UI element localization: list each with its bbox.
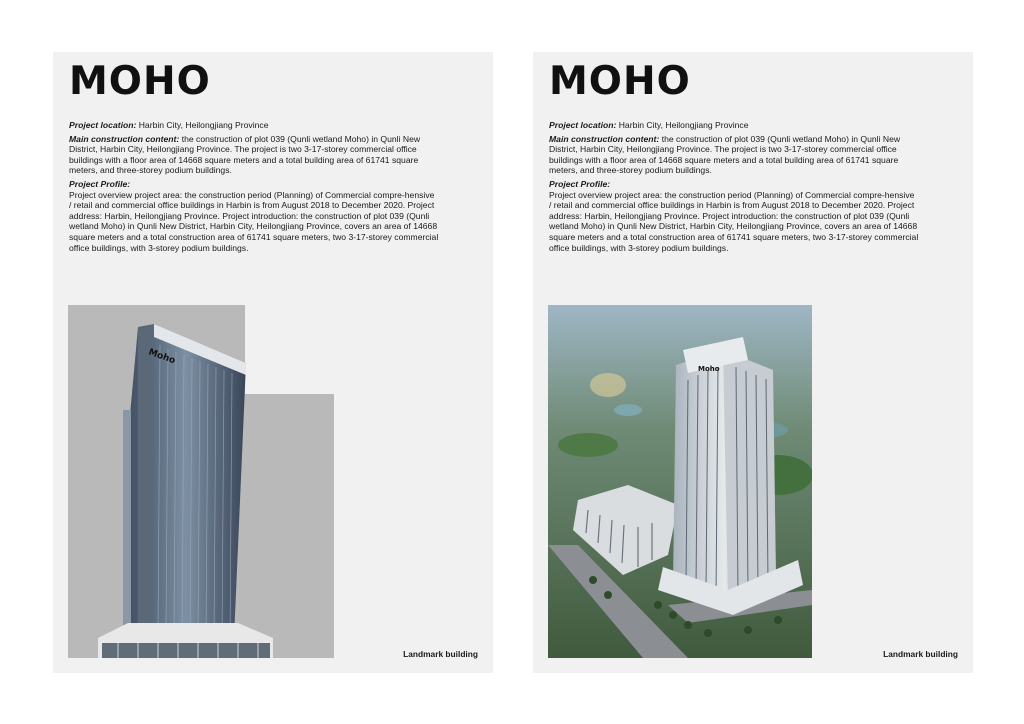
project-location <box>549 120 919 131</box>
construction-content <box>549 134 919 176</box>
content-label: Main construction content: <box>549 133 660 144</box>
project-location <box>69 120 439 131</box>
content-value: the construction of plot 039 (Qunli wetland Moho) in Qunli New District, Harbin City, Heilongjiang Province. The project is two 3-17-storey commercial office buildings with a floor area of 14668 square meters and a total building area of 61741 square meters, and three-storey podium buildings. <box>549 133 901 176</box>
building-aerial-render <box>548 305 812 658</box>
content-label: Main construction content: <box>69 133 180 144</box>
construction-content <box>69 134 439 176</box>
building-sign: Moho <box>698 365 720 373</box>
content-value: the construction of plot 039 (Qunli wetland Moho) in Qunli New District, Harbin City, Heilongjiang Province. The project is two 3-17-storey commercial office buildings with a floor area of 14668 square meters and a total building area of 61741 square meters, and three-storey podium buildings. <box>69 133 421 176</box>
project-description <box>69 120 439 256</box>
right-page <box>533 52 973 673</box>
building-elevation-render <box>68 305 334 658</box>
building-sign: Moho <box>146 347 177 367</box>
moho-logo: MOHO <box>69 59 211 104</box>
profile-value: Project overview project area: the construction period (Planning) of Commercial compre-hensive / retail and commercial office buildings in Harbin is from August 2018 to December 2020. Project address: Harbin, Heilongjiang Province. Project introduction: the construction of plot 039 (Qunli wetland Moho) in Qunli New District, Harbin City, Heilongjiang Province, covers an area of 14668 square meters and a total construction area of 61741 square meters, two 3-17-storey commercial office buildings, with 3-storey podium buildings. <box>69 189 439 253</box>
project-profile <box>549 179 919 253</box>
location-label: Project location: <box>549 120 617 130</box>
location-value: Harbin City, Heilongjiang Province <box>138 120 269 130</box>
location-label: Project location: <box>69 120 137 130</box>
moho-logo: MOHO <box>549 59 691 104</box>
landmark-caption: Landmark building <box>403 649 478 659</box>
project-description <box>549 120 919 256</box>
profile-label: Project Profile: <box>69 178 131 189</box>
profile-label: Project Profile: <box>549 178 611 189</box>
location-value: Harbin City, Heilongjiang Province <box>618 120 749 130</box>
profile-value: Project overview project area: the construction period (Planning) of Commercial compre-hensive / retail and commercial office buildings in Harbin is from August 2018 to December 2020. Project address: Harbin, Heilongjiang Province. Project introduction: the construction of plot 039 (Qunli wetland Moho) in Qunli New District, Harbin City, Heilongjiang Province, covers an area of 14668 square meters and a total construction area of 61741 square meters, two 3-17-storey commercial office buildings, with 3-storey podium buildings. <box>549 189 919 253</box>
left-page <box>53 52 493 673</box>
project-profile <box>69 179 439 253</box>
landmark-caption: Landmark building <box>883 649 958 659</box>
